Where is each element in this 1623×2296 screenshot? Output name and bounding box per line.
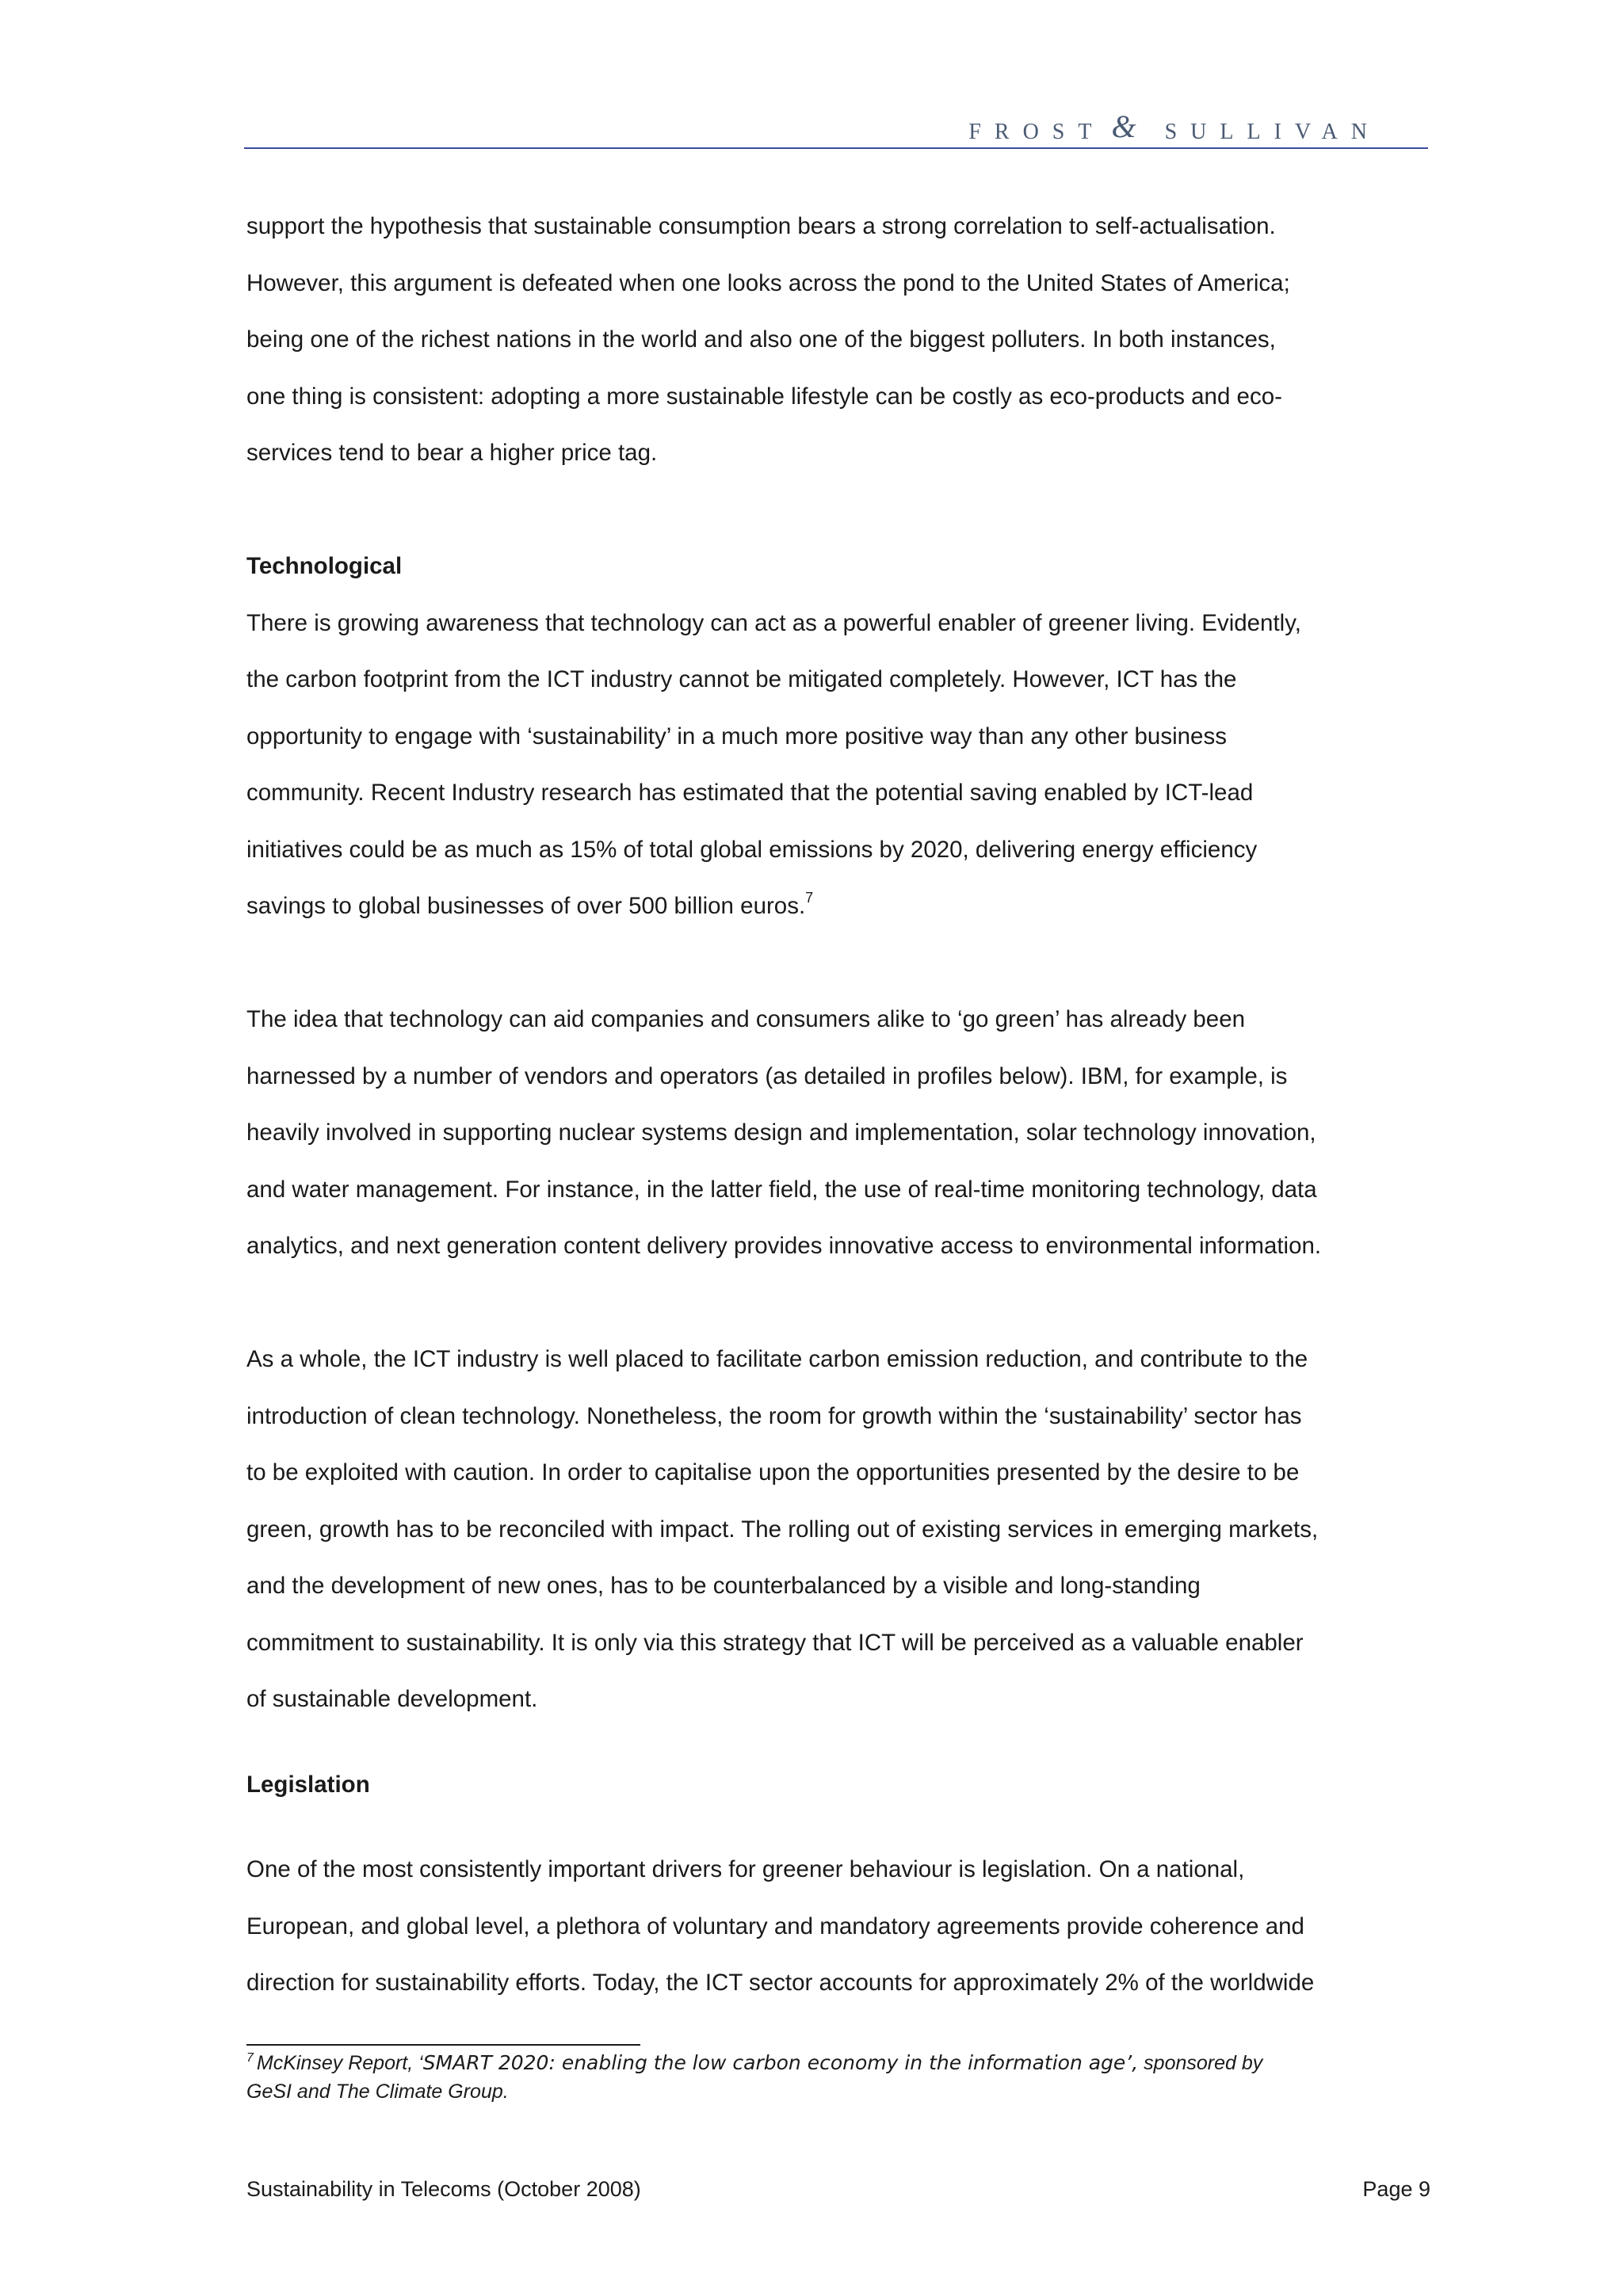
p1-line-3: being one of the richest nations in the world and also one of the biggest polluters. In both instances,	[246, 326, 1276, 353]
heading-technological: Technological	[246, 553, 403, 579]
heading-legislation: Legislation	[246, 1771, 370, 1798]
p5-line-3: direction for sustainability efforts. Today, the ICT sector accounts for approximately 2% of the worldwide	[246, 1970, 1315, 1996]
p4-line-2: introduction of clean technology. Nonetheless, the room for growth within the ‘sustainability’ sector has	[246, 1402, 1302, 1429]
p4-line-6: commitment to sustainability. It is only via this strategy that ICT will be perceived as a valuable enabler	[246, 1629, 1304, 1656]
logo-text-left: FROST	[968, 120, 1106, 144]
footer-document-title: Sustainability in Telecoms (October 2008)	[246, 2177, 641, 2201]
p2-line-6: savings to global businesses of over 500 billion euros.	[246, 893, 806, 919]
p2-line-2: the carbon footprint from the ICT industry cannot be mitigated completely. However, ICT has the	[246, 666, 1237, 692]
p3-line-1: The idea that technology can aid companies and consumers alike to ‘go green’ has already been	[246, 1006, 1246, 1032]
body-text	[246, 198, 1396, 2012]
logo-text-right: SULLIVAN	[1164, 120, 1381, 144]
p5-line-1: One of the most consistently important drivers for greener behaviour is legislation. On a national,	[246, 1856, 1245, 1882]
p3-line-3: heavily involved in supporting nuclear systems design and implementation, solar technology innovation,	[246, 1119, 1316, 1146]
footer-page-number: Page 9	[1362, 2177, 1430, 2201]
header-rule	[244, 147, 1428, 149]
paragraph-3	[246, 991, 1396, 1275]
footnote-title: SMART 2020: enabling the low carbon economy in the information age’,	[422, 2051, 1139, 2074]
footnote-line-2: GeSI and The Climate Group.	[246, 2081, 509, 2103]
paragraph-1	[246, 198, 1396, 482]
footnote-separator	[246, 2044, 640, 2046]
p4-line-1: As a whole, the ICT industry is well placed to facilitate carbon emission reduction, and contribute to the	[246, 1346, 1308, 1372]
p4-line-4: green, growth has to be reconciled with impact. The rolling out of existing services in emerging markets,	[246, 1516, 1319, 1543]
paragraph-2	[246, 595, 1396, 935]
p4-line-5: and the development of new ones, has to be counterbalanced by a visible and long-standing	[246, 1573, 1201, 1599]
logo-ampersand: &	[1111, 109, 1136, 144]
p1-line-2: However, this argument is defeated when one looks across the pond to the United States of America;	[246, 269, 1290, 296]
p3-line-5: analytics, and next generation content delivery provides innovative access to environmental information.	[246, 1233, 1322, 1259]
p3-line-4: and water management. For instance, in the latter field, the use of real-time monitoring technology, data	[246, 1176, 1317, 1203]
p4-line-3: to be exploited with caution. In order to capitalise upon the opportunities presented by the desire to be	[246, 1459, 1300, 1486]
p1-line-5: services tend to bear a higher price tag.	[246, 440, 658, 466]
paragraph-5	[246, 1841, 1396, 2012]
p2-line-5: initiatives could be as much as 15% of total global emissions by 2020, delivering energy efficiency	[246, 836, 1258, 863]
p2-line-4: community. Recent Industry research has estimated that the potential saving enabled by ICT-lead	[246, 780, 1254, 806]
p5-line-2: European, and global level, a plethora of voluntary and mandatory agreements provide coherence and	[246, 1913, 1304, 1939]
page-header	[244, 98, 1428, 149]
footnote-prefix: McKinsey Report, ‘	[256, 2052, 423, 2074]
p4-line-7: of sustainable development.	[246, 1686, 538, 1712]
footnote	[246, 2050, 1396, 2104]
footnote-suffix: sponsored by	[1138, 2052, 1263, 2074]
p1-line-4: one thing is consistent: adopting a more sustainable lifestyle can be costly as eco-products and eco-	[246, 383, 1282, 410]
footnote-ref[interactable]: 7	[805, 890, 814, 906]
page-footer	[246, 2177, 1430, 2202]
p1-line-1: support the hypothesis that sustainable consumption bears a strong correlation to self-actualisation.	[246, 213, 1276, 239]
p2-line-1: There is growing awareness that technology can act as a powerful enabler of greener living. Evidently,	[246, 609, 1301, 636]
p3-line-2: harnessed by a number of vendors and operators (as detailed in profiles below). IBM, for example, is	[246, 1062, 1288, 1089]
paragraph-4	[246, 1331, 1396, 1728]
p2-line-3: opportunity to engage with ‘sustainability’ in a much more positive way than any other business	[246, 723, 1227, 749]
footnote-number: 7	[246, 2051, 254, 2065]
frost-sullivan-logo	[968, 109, 1381, 147]
